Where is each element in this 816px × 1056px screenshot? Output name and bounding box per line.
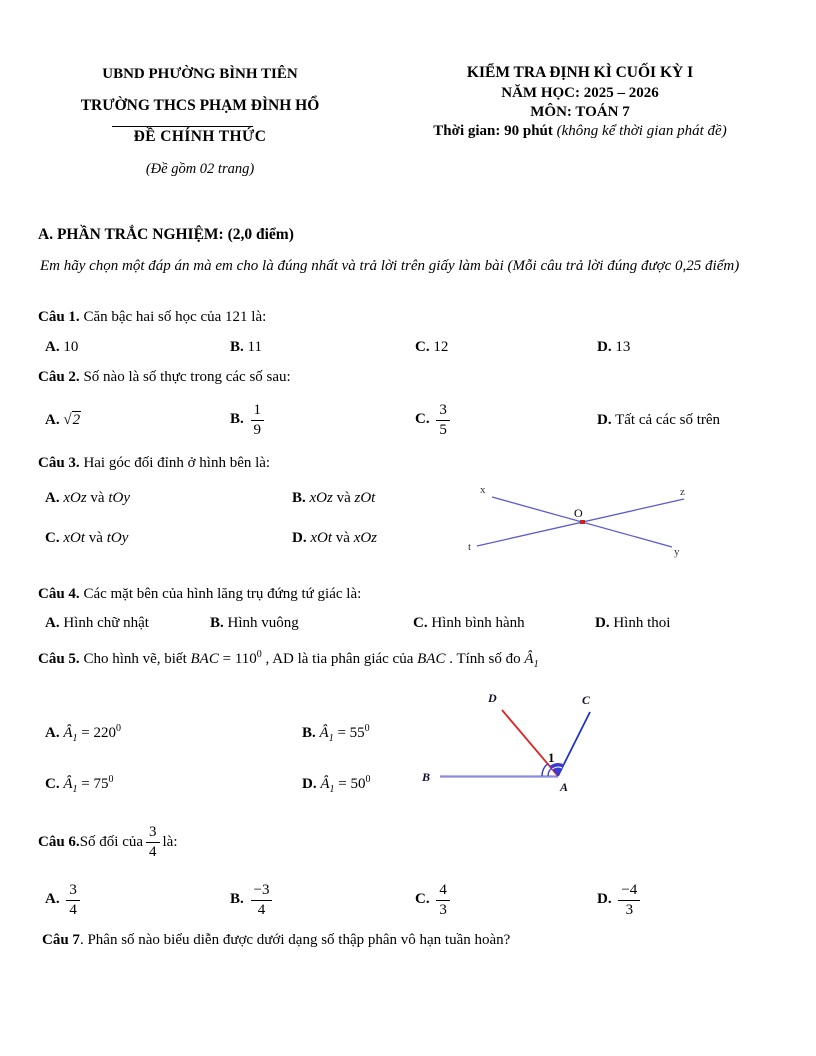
q4-label: Câu 4. — [38, 586, 80, 602]
q6-option-b: B. $\frac{-3}{4}$ — [230, 882, 415, 917]
q7-stem: Câu 7. Phân số nào biểu diễn được dưới dạng số thập phân vô hạn tuần hoàn? — [42, 932, 511, 948]
q6-options — [38, 872, 788, 928]
subject: MÔN: TOÁN 7 — [530, 104, 630, 120]
angle-a1-symbol: Â — [524, 651, 534, 667]
q4-option-b: B. Hình vuông — [210, 615, 299, 631]
q5-stem: Câu 5. Cho hình vẽ, biết BAC = $110^0$ , AD là tia phân giác của BAC . Tính số đo $Â_1$ — [38, 649, 539, 670]
q1-stem: Câu 1. Căn bậc hai số học của 121 là: — [38, 309, 267, 325]
fraction: $\frac{1}{9}$ — [251, 402, 265, 437]
q2-option-c: C. $\frac{3}{5}$ — [415, 402, 597, 437]
exam-type: ĐỀ CHÍNH THỨC — [133, 128, 267, 145]
q2-option-b: B. $\frac{1}{9}$ — [230, 402, 415, 437]
point-label-a: A — [560, 780, 569, 794]
org-name: UBND PHƯỜNG BÌNH TIÊN — [102, 66, 298, 82]
q6-option-a: A. $\frac{3}{4}$ — [45, 882, 230, 917]
q5-options — [38, 719, 468, 799]
point-label-d: D — [488, 691, 497, 705]
ray-a-to-d — [502, 710, 558, 776]
q6-option-c: C. $\frac{4}{3}$ — [415, 882, 597, 917]
q7-label: Câu 7 — [42, 932, 80, 948]
school-name: TRƯỜNG THCS PHẠM ĐÌNH HỔ — [80, 97, 320, 114]
school-year: NĂM HỌC: 2025 – 2026 — [501, 85, 659, 101]
duration-line — [372, 123, 788, 140]
q3-options — [38, 489, 468, 548]
q2-options — [38, 394, 788, 446]
ray-label-z: z — [680, 486, 685, 498]
fraction: $\frac{3}{4}$ — [66, 882, 80, 917]
q5-option-d: D. $Â_1 = 50^0$ — [302, 774, 371, 795]
q4-option-a: A. Hình chữ nhật — [45, 615, 149, 631]
q3-stem: Câu 3. Hai góc đối đỉnh ở hình bên là: — [38, 455, 271, 471]
q3-figure-crossing-lines — [452, 480, 708, 562]
intersection-mark — [580, 520, 585, 524]
fraction: $\frac{-4}{3}$ — [618, 882, 640, 917]
vertex-label-o: O — [574, 506, 583, 520]
point-label-b: B — [422, 770, 431, 784]
q1-options — [38, 338, 788, 357]
header-school-block — [30, 66, 370, 178]
fraction: $\frac{-3}{4}$ — [251, 882, 273, 917]
q3-option-b: B. xOz và zOt — [292, 490, 376, 506]
q3-option-d: D. xOt và xOz — [292, 530, 378, 546]
angle-arc-inner — [548, 768, 552, 776]
point-label-c: C — [582, 693, 591, 707]
header-exam-block — [372, 64, 788, 140]
q2-option-d: D. Tất cả các số trên — [597, 411, 721, 428]
sqrt-2: √2 — [63, 411, 81, 428]
angle-arc-outer — [542, 764, 548, 776]
fraction: $\frac{4}{3}$ — [436, 882, 450, 917]
fraction: $\frac{3}{4}$ — [146, 824, 160, 859]
ray-label-y: y — [674, 546, 680, 558]
q2-label: Câu 2. — [38, 369, 80, 385]
q3-label: Câu 3. — [38, 455, 80, 471]
q1-option-b: B. 11 — [230, 339, 262, 355]
q4-option-d: D. Hình thoi — [595, 615, 671, 631]
radical-icon: √ — [63, 411, 72, 428]
q4-stem: Câu 4. Các mặt bên của hình lăng trụ đứng tứ giác là: — [38, 586, 362, 602]
q1-option-c: C. 12 — [415, 339, 449, 355]
q2-option-a: A. √2 — [45, 411, 81, 428]
ray-label-x: x — [480, 484, 486, 496]
section-a-instructions: Em hãy chọn một đáp án mà em cho là đúng nhất và trả lời trên giấy làm bài (Mỗi câu trả lời đúng được 0,25 điểm) — [40, 258, 740, 274]
section-a-title: A. PHẦN TRẮC NGHIỆM: (2,0 điểm) — [38, 226, 294, 243]
q5-label: Câu 5. — [38, 651, 80, 667]
q5-option-c: C. $Â_1 = 75^0$ — [45, 774, 114, 795]
exam-title: KIỂM TRA ĐỊNH KÌ CUỐI KỲ I — [466, 64, 694, 81]
duration-bold: Thời gian: 90 phút — [433, 123, 553, 139]
q1-option-d: D. 13 — [597, 339, 631, 355]
q5-figure-angle-bisector — [420, 682, 615, 794]
q5-option-b: B. $Â_1 = 55^0$ — [302, 723, 370, 744]
ray-label-t: t — [468, 541, 472, 553]
fraction: $\frac{3}{5}$ — [436, 402, 450, 437]
school-underline — [112, 126, 253, 127]
q4-options — [38, 614, 788, 633]
angle-label-1: 1 — [548, 750, 555, 765]
page-count-note: (Đề gồm 02 trang) — [145, 161, 255, 177]
q2-stem: Câu 2. Số nào là số thực trong các số sau: — [38, 369, 291, 385]
q1-label: Câu 1. — [38, 309, 80, 325]
q1-option-a: A. 10 — [45, 339, 79, 355]
q6-option-d: D. $\frac{-4}{3}$ — [597, 882, 788, 917]
q5-option-a: A. $Â_1 = 220^0$ — [45, 723, 121, 744]
q4-option-c: C. Hình bình hành — [413, 615, 525, 631]
q3-option-c: C. xOt và tOy — [45, 530, 129, 546]
duration-note: (không kể thời gian phát đề) — [552, 123, 727, 139]
q6-label: Câu 6. — [38, 834, 80, 850]
q3-option-a: A. xOz và tOy — [45, 490, 131, 506]
q6-stem: Câu 6. Số đối của $\frac{3}{4}$ là: — [38, 824, 178, 860]
